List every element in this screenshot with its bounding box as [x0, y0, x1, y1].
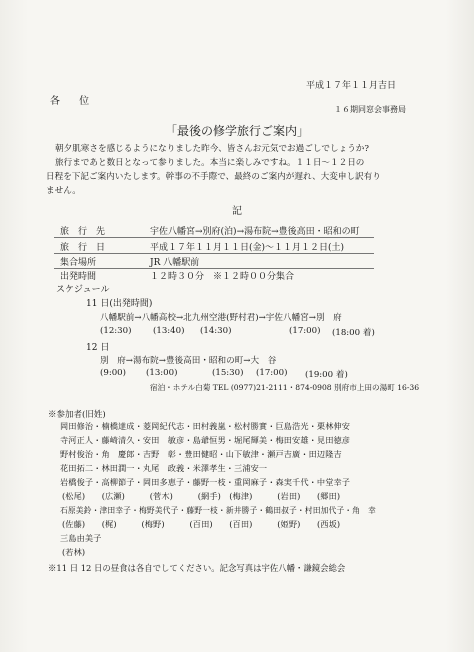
intro-paragraph	[46, 142, 418, 198]
detail-value-departure: １２時３０分 ※１２時００分集合	[150, 272, 295, 282]
day2-time: (9:00)	[100, 368, 127, 378]
day2-time: (13:00)	[146, 368, 178, 378]
intro-line: 朝夕肌寒さを感じるようになりました昨今、皆さんお元気でお過ごしでしょうか?	[55, 144, 369, 154]
day1-time: (13:40)	[153, 326, 185, 336]
lunch-note: ※11 日 12 日の昼食は各自でしてください。記念写真は宇佐八幡・謙鏡会総会	[48, 563, 346, 573]
attendee-line: 野村俊治・角 慶郎・吉野 彰・豊田健昭・山下敏津・瀬戸吉廣・田辺隆吉	[60, 449, 342, 459]
day2-time: (15:30)	[212, 368, 244, 378]
attendee-line: 岡田修治・楠橋達成・菱岡紀代志・田村義嵐・松村勝實・巨島浩光・栗林伸安	[60, 421, 351, 431]
intro-line: 日程を下記ご案内いたします。幹事の不手際で、最終のご案内が遅れ、大変申し訳有り	[46, 172, 381, 182]
attendee-line: 花田拓二・林田潤一・丸尾 政義・米澤孝生・三浦安一	[60, 463, 268, 473]
day1-time: (14:30)	[200, 326, 232, 336]
intro-line: ません。	[46, 186, 81, 196]
detail-value-date: 平成１７年１１月１１日(金)～１１月１２日(土)	[150, 243, 345, 253]
day1-time: (12:30)	[100, 326, 132, 336]
schedule-label: スケジュール	[56, 285, 110, 295]
detail-label-date: 旅 行 日	[60, 243, 106, 253]
attendee-maiden-names: (佐藤) (梶) (梅野) (百田) (百田) (姫野) (西坂)	[62, 519, 341, 529]
day2-time: (17:00)	[256, 368, 288, 378]
divider	[54, 237, 374, 238]
detail-value-meeting-place: JR 八幡駅前	[150, 258, 200, 268]
attendees-heading: ※参加者(旧姓)	[48, 410, 106, 420]
detail-label-meeting-place: 集合場所	[60, 258, 97, 268]
day1-route: 八幡駅前→八幡高校→北九州空港(野村君)→宇佐八幡宮→別 府	[100, 313, 342, 323]
intro-line: 旅行まであと数日となって参りました。本当に楽しみですね。１１日～１２日の	[55, 158, 365, 168]
issue-date: 平成１７年１１月吉日	[305, 81, 396, 91]
ki-heading: 記	[232, 206, 242, 217]
attendee-maiden-names: (松尾) (広瀬) (菅木) (網手) (梅津) (岩田) (郷田)	[62, 491, 341, 501]
day2-time: (19:00 着)	[305, 370, 348, 380]
detail-label-departure: 出発時間	[60, 272, 97, 282]
sender: １６期同窓会事務局	[334, 105, 406, 114]
detail-value-destination: 宇佐八幡宮→別府(泊)→湯布院→豊後高田・昭和の町	[150, 227, 360, 237]
divider	[54, 253, 374, 254]
attendee-line: 寺河正人・藤崎清久・安田 敏彦・島爺恒男・堀尾輝美・梅田安雄・見田徳彦	[60, 435, 351, 445]
detail-label-destination: 旅 行 先	[60, 227, 106, 237]
day1-heading: 11 日(出発時間)	[86, 299, 153, 309]
attendee-maiden-names: (若林)	[62, 547, 86, 557]
attendee-line: 三島由美子	[60, 533, 102, 543]
day2-route: 別 府→湯布院→豊後高田・昭和の町→大 谷	[100, 356, 277, 366]
day1-time: (18:00 着)	[332, 328, 375, 338]
day2-heading: 12 日	[86, 343, 110, 353]
day1-time: (17:00)	[289, 326, 321, 336]
addressee: 各 位	[50, 96, 98, 107]
document-title: 「最後の修学旅行ご案内」	[164, 124, 309, 138]
attendee-line: 岩橋俊子・高柳節子・岡田多恵子・藤野一枝・重岡麻子・森実千代・中堂幸子	[60, 477, 351, 487]
lodging-info: 宿泊・ホテル白菊 TEL (0977)21-2111・874-0908 別府市上田の湯町 16-36	[150, 383, 420, 392]
attendee-line: 石原美鈴・津田幸子・梅野美代子・藤野一枝・新井勝子・鶴田叔子・村田加代子・角 幸	[60, 506, 376, 515]
